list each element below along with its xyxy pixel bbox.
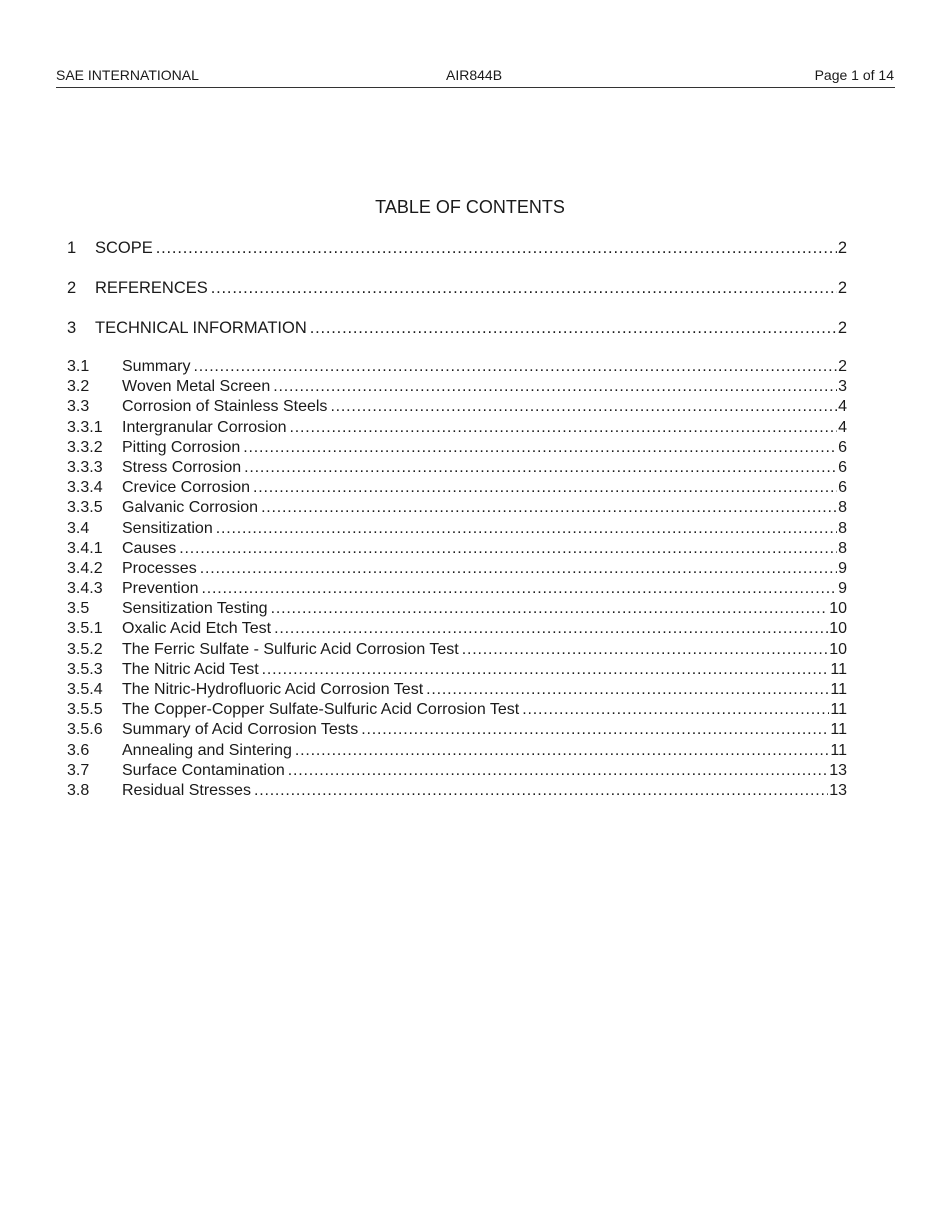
dot-leader [310, 317, 837, 339]
toc-entry[interactable] [67, 680, 847, 700]
toc-entry-title: Processes [122, 559, 197, 577]
header-organization: SAE INTERNATIONAL [56, 67, 199, 83]
toc-entry-number: 3.4.3 [67, 580, 103, 598]
toc-entry-page: 6 [838, 438, 847, 456]
toc-entry-page: 11 [830, 660, 847, 678]
toc-entry-number: 3.7 [67, 761, 90, 779]
toc-entry[interactable] [67, 700, 847, 720]
toc-entry-page: 9 [838, 559, 847, 577]
toc-title: TABLE OF CONTENTS [375, 197, 565, 217]
dot-leader [462, 640, 828, 660]
toc-entry-title: Annealing and Sintering [122, 741, 292, 759]
toc-entry[interactable] [67, 720, 847, 740]
toc-entry-number: 3.3.5 [67, 499, 103, 517]
toc-entry-title: Sensitization Testing [122, 600, 268, 618]
dot-leader [361, 720, 829, 740]
toc-entry-page: 3 [838, 378, 847, 396]
toc-entry[interactable] [67, 559, 847, 579]
dot-leader [261, 498, 837, 518]
toc-entry[interactable] [67, 498, 847, 518]
toc-entry-page: 2 [837, 279, 847, 297]
toc-entry-title: REFERENCES [95, 279, 208, 297]
toc-entry[interactable] [67, 619, 847, 639]
toc-entry-title: Pitting Corrosion [122, 438, 241, 456]
toc-entry[interactable] [67, 478, 847, 498]
toc-entry-title: The Copper-Copper Sulfate-Sulfuric Acid Corrosion Test [122, 701, 520, 719]
toc-entry-page: 2 [837, 319, 847, 337]
toc-entry[interactable] [67, 357, 847, 377]
toc-entry-page: 13 [829, 761, 847, 779]
header-page-number: Page 1 of 14 [814, 67, 894, 83]
dot-leader [211, 277, 837, 299]
toc-entry[interactable] [67, 377, 847, 397]
toc-entry-number: 3.5.2 [67, 640, 103, 658]
toc-entry[interactable] [67, 539, 847, 559]
toc-entry-title: Sensitization [122, 519, 213, 537]
toc-entry-page: 2 [838, 358, 847, 375]
toc-entry-page: 10 [829, 620, 847, 638]
toc-entry[interactable] [67, 438, 847, 458]
toc-entry-number: 3.5 [67, 600, 90, 618]
toc-entry-page: 4 [838, 398, 847, 416]
toc-entry-number: 3.4 [67, 519, 90, 537]
toc-entry-title: Intergranular Corrosion [122, 418, 287, 436]
toc-entry[interactable] [67, 761, 847, 781]
dot-leader [254, 781, 828, 801]
toc-entry-title: Corrosion of Stainless Steels [122, 398, 328, 416]
toc-entry-number: 3.2 [67, 378, 90, 396]
toc-entry-number: 3.6 [67, 741, 90, 759]
toc-entry[interactable] [67, 519, 847, 539]
dot-leader [193, 357, 837, 377]
toc-entry-title: Stress Corrosion [122, 458, 242, 476]
toc-entry-title: Woven Metal Screen [122, 378, 271, 396]
dot-leader [274, 619, 828, 639]
toc-entry-title: Surface Contamination [122, 761, 285, 779]
dot-leader [156, 237, 837, 259]
toc-entry-number: 2 [67, 279, 77, 297]
dot-leader [216, 519, 837, 539]
toc-entry[interactable] [67, 660, 847, 680]
toc-entry-page: 13 [829, 781, 847, 799]
toc-entry-number: 3.3.2 [67, 438, 103, 456]
toc-entry[interactable] [67, 317, 847, 357]
toc-entry[interactable] [67, 458, 847, 478]
toc-entry-number: 3.5.6 [67, 721, 103, 739]
toc-entry-page: 11 [830, 681, 847, 698]
toc-entry[interactable] [67, 640, 847, 660]
toc-entry-title: Summary [122, 358, 191, 375]
toc-entry-number: 3.5.1 [67, 620, 103, 638]
dot-leader [522, 700, 829, 720]
toc-entry-title: SCOPE [95, 239, 153, 257]
toc-entry[interactable] [67, 237, 847, 277]
header-document-id: AIR844B [446, 67, 503, 83]
toc-entry-page: 11 [830, 741, 847, 759]
dot-leader [271, 599, 829, 619]
dot-leader [243, 438, 837, 458]
toc-entry-number: 3.1 [67, 358, 90, 375]
dot-leader [288, 761, 828, 781]
toc-entry[interactable] [67, 397, 847, 417]
toc-entry-page: 8 [838, 499, 847, 517]
table-of-contents [67, 237, 847, 801]
toc-entry-title: Prevention [122, 580, 199, 598]
toc-entry-page: 2 [837, 239, 847, 257]
dot-leader [330, 397, 837, 417]
page-header [56, 67, 895, 88]
toc-entry[interactable] [67, 599, 847, 619]
toc-entry-number: 1 [67, 239, 77, 257]
toc-entry-title: Causes [122, 539, 177, 557]
toc-entry-number: 3.5.4 [67, 681, 103, 698]
dot-leader [295, 741, 829, 761]
toc-entry-page: 10 [829, 640, 847, 658]
toc-entry-title: Oxalic Acid Etch Test [122, 620, 272, 638]
toc-entry-page: 9 [838, 580, 847, 598]
dot-leader [426, 680, 829, 700]
toc-entry-number: 3.8 [67, 781, 90, 799]
toc-entry-number: 3.3 [67, 398, 90, 416]
toc-entry-number: 3.3.3 [67, 458, 103, 476]
dot-leader [290, 418, 838, 438]
dot-leader [273, 377, 837, 397]
toc-entry-page: 10 [829, 600, 847, 618]
toc-entry-page: 8 [838, 539, 847, 557]
dot-leader [253, 478, 837, 498]
dot-leader [262, 660, 830, 680]
toc-entry-title: Galvanic Corrosion [122, 499, 259, 517]
toc-entry[interactable] [67, 781, 847, 801]
dot-leader [200, 559, 837, 579]
toc-entry-title: The Nitric-Hydrofluoric Acid Corrosion Test [122, 681, 424, 698]
toc-entry[interactable] [67, 418, 847, 438]
toc-entry-page: 4 [838, 418, 847, 436]
toc-entry-title: Summary of Acid Corrosion Tests [122, 721, 359, 739]
toc-entry-title: The Nitric Acid Test [122, 660, 259, 678]
toc-entry-page: 6 [838, 479, 847, 497]
dot-leader [202, 579, 838, 599]
toc-entry-number: 3.4.1 [67, 539, 103, 557]
toc-entry-title: Residual Stresses [122, 781, 251, 799]
toc-entry-number: 3.4.2 [67, 559, 103, 577]
toc-entry-page: 11 [830, 701, 847, 719]
toc-entry-page: 11 [830, 721, 847, 739]
toc-entry-number: 3 [67, 319, 77, 337]
toc-entry-title: Crevice Corrosion [122, 479, 251, 497]
toc-entry-number: 3.5.5 [67, 701, 103, 719]
toc-entry-page: 6 [838, 458, 847, 476]
toc-entry[interactable] [67, 277, 847, 317]
dot-leader [244, 458, 837, 478]
toc-entry-number: 3.3.1 [67, 418, 103, 436]
dot-leader [179, 539, 837, 559]
toc-entry[interactable] [67, 579, 847, 599]
toc-entry-title: The Ferric Sulfate - Sulfuric Acid Corrosion Test [122, 640, 459, 658]
toc-entry-title: TECHNICAL INFORMATION [95, 319, 307, 337]
toc-entry-number: 3.3.4 [67, 479, 103, 497]
toc-entry-number: 3.5.3 [67, 660, 103, 678]
toc-entry-page: 8 [838, 519, 847, 537]
toc-entry[interactable] [67, 741, 847, 761]
